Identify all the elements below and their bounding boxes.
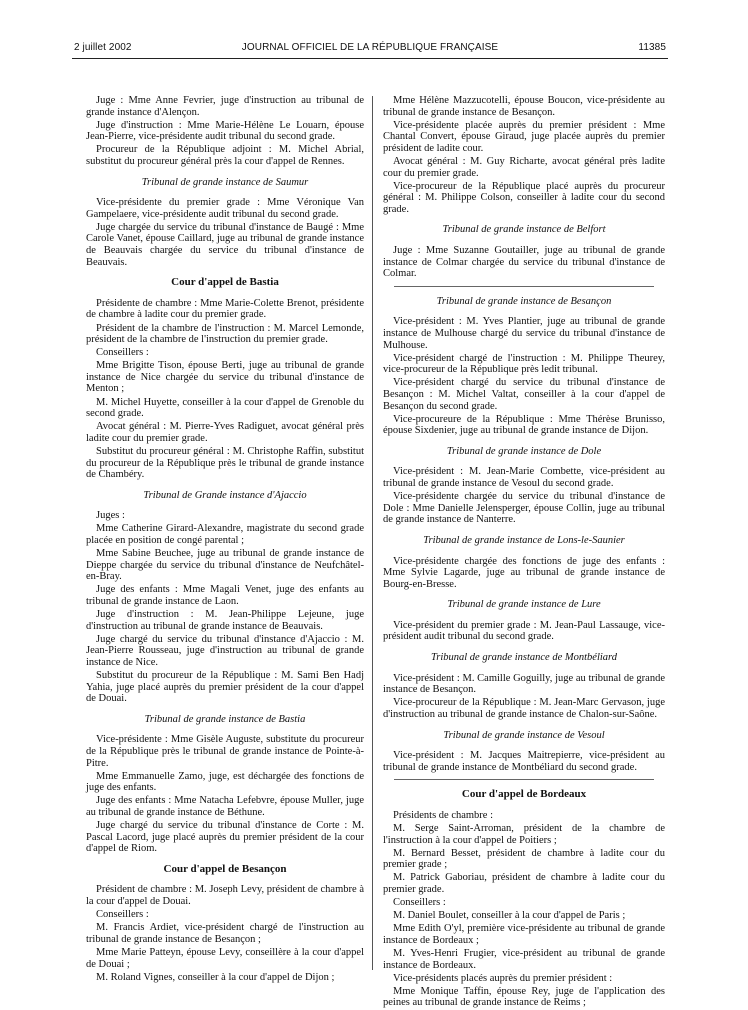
section-separator <box>394 286 654 287</box>
appointment-paragraph: Vice-président chargé de l'instruction : M. Philippe Theurey, vice-procureur de la République près ledit tribunal. <box>383 352 665 376</box>
appointment-paragraph: Conseillers : <box>96 347 149 359</box>
appointment-paragraph: M. Patrick Gaboriau, président de chambre à ladite cour du premier grade. <box>383 872 665 895</box>
appointment-paragraph: Mme Marie Patteyn, épouse Levy, conseillère à la cour d'appel de Douai ; <box>86 946 364 970</box>
left-column <box>86 95 364 985</box>
appointment-paragraph: Juges : <box>96 510 125 522</box>
appointment-paragraph: Mme Catherine Girard-Alexandre, magistrate du second grade placée en position de congé parental ; <box>86 523 364 546</box>
tribunal-heading: Tribunal de grande instance de Montbéliard <box>431 652 617 664</box>
appointment-paragraph: Vice-présidente chargée du service du tribunal d'instance de Dole : Mme Danielle Jelensperger, épouse Collin, juge au tribunal de grande instance de Nanterre. <box>383 491 665 526</box>
appointment-paragraph: Mme Brigitte Tison, épouse Berti, juge au tribunal de grande instance de Nice chargée du service du tribunal d'instance de Menton ; <box>86 360 364 395</box>
appointment-paragraph: Vice-président : M. Yves Plantier, juge au tribunal de grande instance de Mulhouse chargé du service du tribunal d'instance de Mulhouse. <box>383 316 665 351</box>
appointment-paragraph: Juge des enfants : Mme Natacha Lefebvre, épouse Muller, juge au tribunal de grande instance de Béthune. <box>86 795 364 818</box>
page-header <box>74 42 666 58</box>
appointment-paragraph: Vice-présidente : Mme Gisèle Auguste, substitute du procureur de la République près le tribunal de grande instance de Pointe-à-Pitre. <box>86 734 364 769</box>
appointment-paragraph: Conseillers : <box>393 897 446 909</box>
appointment-paragraph: M. Roland Vignes, conseiller à la cour d'appel de Dijon ; <box>96 971 335 983</box>
appointment-paragraph: Vice-procureure de la République : Mme Thérèse Brunisso, épouse Sixdenier, juge au tribunal de grande instance de Dijon. <box>383 413 665 437</box>
tribunal-heading: Tribunal de Grande instance d'Ajaccio <box>143 489 307 501</box>
issue-date: 2 juillet 2002 <box>74 42 132 53</box>
appointment-paragraph: Vice-présidents placés auprès du premier président : <box>393 972 613 984</box>
appointment-paragraph: Vice-président : M. Jacques Maitrepierre, vice-président au tribunal de grande instance de Montbéliard du second grade. <box>383 750 665 773</box>
appointment-paragraph: Mme Monique Taffin, épouse Rey, juge de l'application des peines au tribunal de grande instance de Reims ; <box>383 985 665 1009</box>
appointment-paragraph: Juge d'instruction : Mme Marie-Hélène Le Louarn, épouse Jean-Pierre, vice-présidente audit tribunal du second grade. <box>86 119 364 143</box>
appointment-paragraph: M. Daniel Boulet, conseiller à la cour d'appel de Paris ; <box>393 910 626 922</box>
right-column <box>383 95 665 1010</box>
tribunal-heading: Tribunal de grande instance de Lure <box>447 599 601 611</box>
appointment-paragraph: Mme Edith O'yl, première vice-présidente au tribunal de grande instance de Bordeaux ; <box>383 923 665 946</box>
appointment-paragraph: Vice-présidente chargée des fonctions de juge des enfants : Mme Sylvie Lagarde, juge au tribunal de grande instance de Bourg-en-Bresse. <box>383 555 665 590</box>
appointment-paragraph: Mme Hélène Mazzucotelli, épouse Boucon, vice-présidente au tribunal de grande instance de Besançon. <box>383 95 665 118</box>
tribunal-heading: Tribunal de grande instance de Saumur <box>141 176 309 188</box>
header-rule <box>72 58 668 59</box>
tribunal-heading: Tribunal de grande instance de Belfort <box>442 224 606 236</box>
appointment-paragraph: Avocat général : M. Pierre-Yves Radiguet, avocat général près ladite cour du premier grade. <box>86 421 364 444</box>
appointment-paragraph: Juge des enfants : Mme Magali Venet, juge des enfants au tribunal de grande instance de Laon. <box>86 584 364 607</box>
appointment-paragraph: Vice-présidente placée auprès du premier président : Mme Chantal Convert, épouse Giraud, juge placée auprès du premier président de ladite cour. <box>383 119 665 154</box>
tribunal-heading: Tribunal de grande instance de Lons-le-Saunier <box>423 534 625 546</box>
appointment-paragraph: M. Serge Saint-Arroman, président de la chambre de l'instruction à la cour d'appel de Poitiers ; <box>383 823 665 846</box>
page-number: 11385 <box>638 42 666 53</box>
appointment-paragraph: Mme Sabine Beuchee, juge au tribunal de grande instance de Dieppe chargée du service du tribunal d'instance de Neufchâtel-en-Bray. <box>86 548 364 583</box>
appointment-paragraph: Juge : Mme Suzanne Goutailler, juge au tribunal de grande instance de Colmar chargée du service du tribunal d'instance de Colmar. <box>383 245 665 280</box>
appointment-paragraph: M. Francis Ardiet, vice-président chargé de l'instruction au tribunal de grande instance de Besançon ; <box>86 922 364 945</box>
appointment-paragraph: Présidente de chambre : Mme Marie-Colette Brenot, présidente de chambre à ladite cour du premier grade. <box>86 297 364 321</box>
court-heading: Cour d'appel de Besançon <box>163 862 287 875</box>
tribunal-heading: Tribunal de grande instance de Dole <box>446 445 602 457</box>
appointment-paragraph: Substitut du procureur de la République : M. Sami Ben Hadj Yahia, juge placé auprès du premier président de la cour d'appel de Douai. <box>86 670 364 705</box>
appointment-paragraph: Juge : Mme Anne Fevrier, juge d'instruction au tribunal de grande instance d'Alençon. <box>86 95 364 118</box>
appointment-paragraph: Juge d'instruction : M. Jean-Philippe Lejeune, juge d'instruction au tribunal de grande instance de Beauvais. <box>86 609 364 632</box>
journal-title: JOURNAL OFFICIEL DE LA RÉPUBLIQUE FRANÇAISE <box>241 42 499 53</box>
appointment-paragraph: Procureur de la République adjoint : M. Michel Abrial, substitut du procureur général près la cour d'appel de Rennes. <box>86 144 364 167</box>
appointment-paragraph: Vice-présidente du premier grade : Mme Véronique Van Gampelaere, vice-présidente audit tribunal du second grade. <box>86 197 364 220</box>
appointment-paragraph: Vice-président : M. Jean-Marie Combette, vice-président au tribunal de grande instance de Vesoul du second grade. <box>383 466 665 490</box>
column-divider <box>372 96 373 970</box>
appointment-paragraph: M. Michel Huyette, conseiller à la cour d'appel de Grenoble du second grade. <box>86 396 364 420</box>
appointment-paragraph: Vice-président : M. Camille Goguilly, juge au tribunal de grande instance de Besançon. <box>383 672 665 696</box>
appointment-paragraph: Vice-procureur de la République placé auprès du procureur général : M. Philippe Colson, conseiller à ladite cour du second grade. <box>383 180 665 215</box>
appointment-paragraph: Président de la chambre de l'instruction : M. Marcel Lemonde, président de la chambre de l'instruction du premier grade. <box>86 322 364 346</box>
court-heading: Cour d'appel de Bastia <box>171 276 279 289</box>
court-heading: Cour d'appel de Bordeaux <box>461 788 587 801</box>
appointment-paragraph: Juge chargé du service du tribunal d'instance de Corte : M. Pascal Lacord, juge placé auprès du premier président de la cour d'appel de Riom. <box>86 820 364 855</box>
appointment-paragraph: Mme Emmanuelle Zamo, juge, est déchargée des fonctions de juge des enfants. <box>86 770 364 794</box>
appointment-paragraph: M. Bernard Besset, président de chambre à ladite cour du premier grade ; <box>383 847 665 871</box>
appointment-paragraph: Juge chargée du service du tribunal d'instance de Baugé : Mme Carole Vanet, épouse Caillard, juge au tribunal de grande instance de Beauvais chargée du service du tribunal d'instance de Beauvais. <box>86 221 364 268</box>
appointment-paragraph: Vice-procureur de la République : M. Jean-Marc Gervason, juge d'instruction au tribunal de grande instance de Chalon-sur-Saône. <box>383 697 665 720</box>
appointment-paragraph: Substitut du procureur général : M. Christophe Raffin, substitut du procureur de la République près le tribunal de grande instance de Chambéry. <box>86 445 364 481</box>
tribunal-heading: Tribunal de grande instance de Besançon <box>436 295 612 307</box>
appointment-paragraph: Conseillers : <box>96 909 149 921</box>
appointment-paragraph: M. Yves-Henri Frugier, vice-président au tribunal de grande instance de Bordeaux. <box>383 947 665 971</box>
appointment-paragraph: Vice-président du premier grade : M. Jean-Paul Lassauge, vice-président audit tribunal du second grade. <box>383 619 665 643</box>
tribunal-heading: Tribunal de grande instance de Vesoul <box>443 729 605 741</box>
appointment-paragraph: Vice-président chargé du service du tribunal d'instance de Besançon : M. Michel Valtat, conseiller à la cour d'appel de Besançon du second grade. <box>383 377 665 412</box>
appointment-paragraph: Présidents de chambre : <box>393 809 494 821</box>
section-separator <box>394 779 654 780</box>
appointment-paragraph: Juge chargé du service du tribunal d'instance d'Ajaccio : M. Jean-Pierre Rousseau, juge d'instruction au tribunal de grande instance de Nice. <box>86 633 364 668</box>
appointment-paragraph: Avocat général : M. Guy Richarte, avocat général près ladite cour du premier grade. <box>383 155 665 179</box>
tribunal-heading: Tribunal de grande instance de Bastia <box>144 713 306 725</box>
appointment-paragraph: Président de chambre : M. Joseph Levy, président de chambre à la cour d'appel de Douai. <box>86 884 364 908</box>
